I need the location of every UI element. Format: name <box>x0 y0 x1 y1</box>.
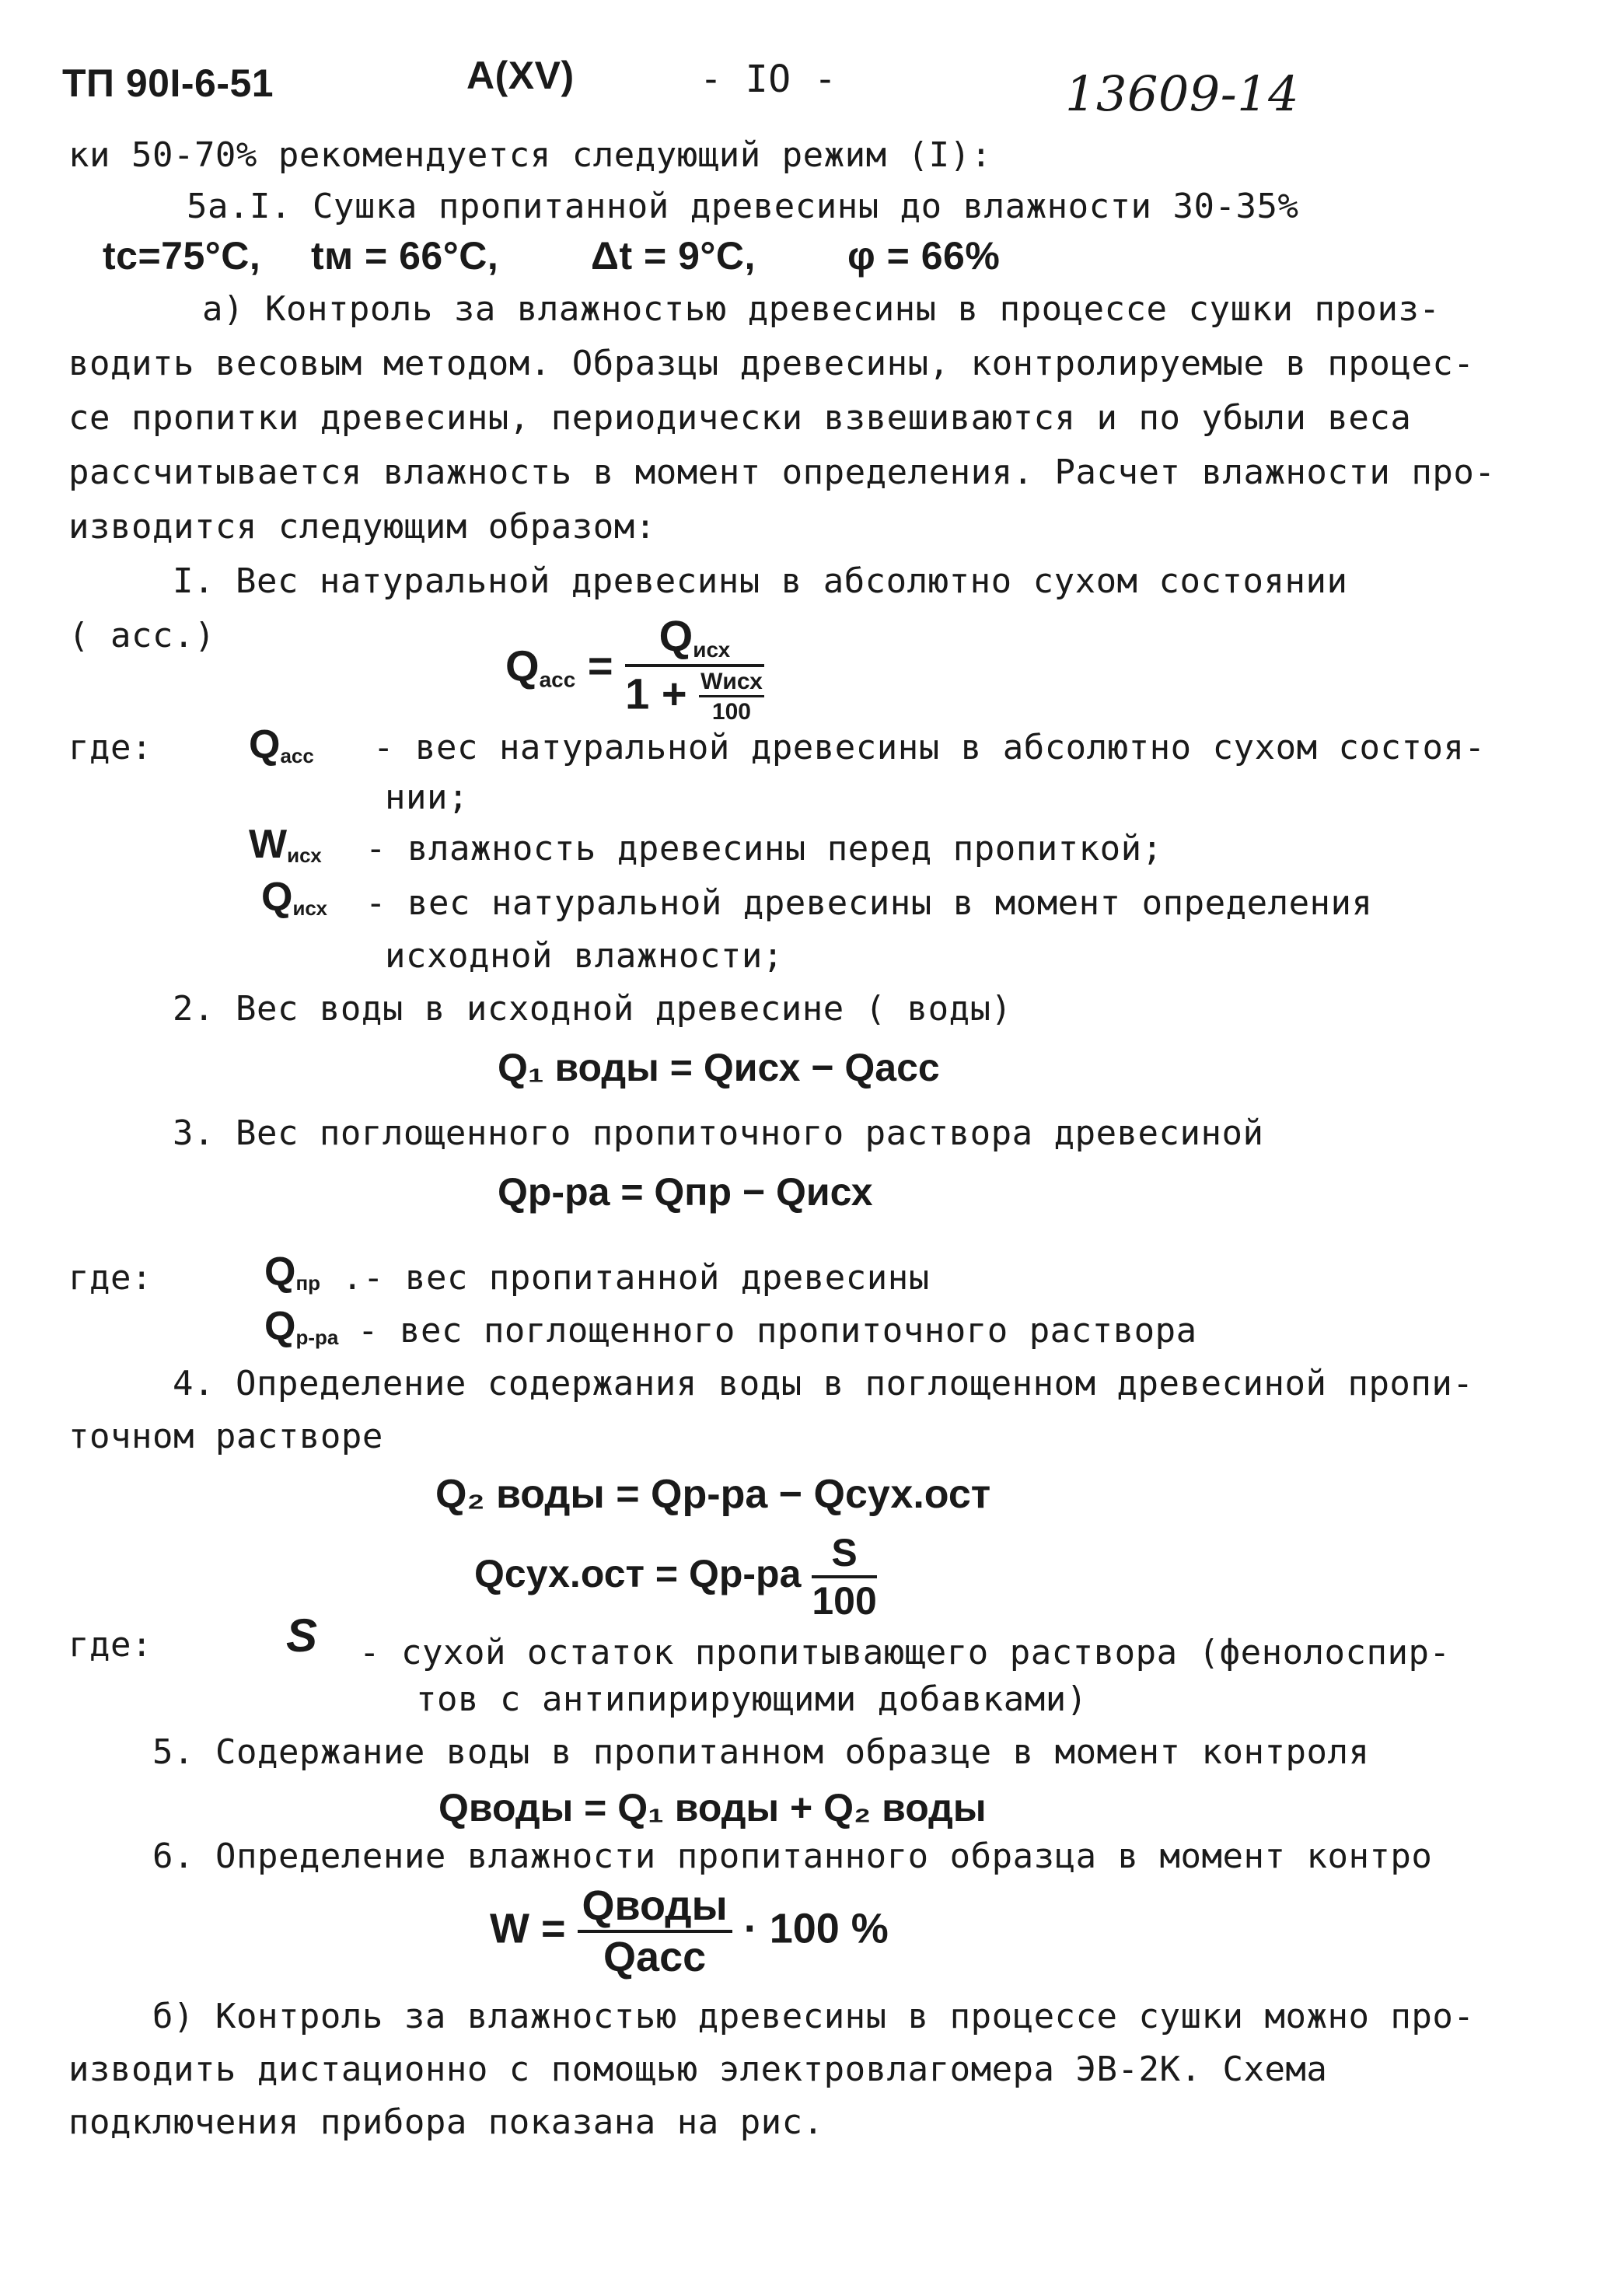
def-symbol: $Q_{пр}$ <box>264 1249 321 1295</box>
def-text: - вес натуральной древесины в абсолютно сухом состоя- <box>373 728 1486 767</box>
formula-qvody: Qводы = Q₁ воды + Q₂ воды <box>438 1786 987 1829</box>
text-line: точном растворе <box>68 1417 383 1456</box>
formula-qrra: Qр-ра = Qпр − Qисх <box>498 1170 873 1214</box>
list-item-6: 6. Определение влажности пропитанного образца в момент контро <box>152 1836 1433 1876</box>
formula-q2voda: Q₂ воды = Qр-ра − Qсух.ост <box>435 1472 991 1517</box>
text-line: рассчитывается влажность в момент определения. Расчет влажности про- <box>68 453 1496 492</box>
text-line: б) Контроль за влажностью древесины в процессе сушки можно про- <box>152 1997 1475 2036</box>
def-text: .- вес пропитанной древесины <box>342 1258 930 1298</box>
text-line: ( асс.) <box>68 616 215 655</box>
text-line: изводить дистационно с помощью электровлагомера ЭВ-2К. Схема <box>68 2050 1328 2089</box>
list-item-5: 5. Содержание воды в пропитанном образце в момент контроля <box>152 1732 1370 1772</box>
def-text: - вес поглощенного пропиточного раствора <box>358 1311 1197 1351</box>
formula-w: W = $\frac{\text{Qводы}}{\text{Qасс}}$ · 100 % <box>490 1882 889 1980</box>
text-line: водить весовым методом. Образцы древесины, контролируемые в процес- <box>68 344 1475 383</box>
where-label: где: <box>68 1625 152 1665</box>
sheet-mark: А(XV) <box>466 54 575 97</box>
list-item-4: 4. Определение содержания воды в поглощенном древесиной пропи- <box>173 1364 1474 1403</box>
param-dt: Δt = 9°С, <box>591 234 756 278</box>
param-tm: tм = 66°С, <box>311 234 499 278</box>
def-text: - вес натуральной древесины в момент определения <box>365 883 1373 923</box>
where-label: где: <box>68 728 152 767</box>
page-number: - IO - <box>700 58 837 101</box>
handwritten-number: 13609-14 <box>1065 65 1300 122</box>
formula-qsuxost: Qсух.ост = Qр-ра $\frac{S}{100}$ <box>474 1531 877 1623</box>
list-item-1: I. Вес натуральной древесины в абсолютно сухом состоянии <box>173 561 1348 601</box>
def-symbol: $W_{исх}$ <box>249 822 322 867</box>
text-line: изводится следующим образом: <box>68 507 656 547</box>
formula-qacc: $Q_{асс}$ = $Q_{исх}$ 1 + $\frac{\text{Wисх}}{100}$ <box>505 611 763 725</box>
def-symbol: $Q_{исх}$ <box>261 875 328 920</box>
def-symbol: $Q_{р-ра}$ <box>264 1304 339 1349</box>
def-text: - сухой остаток пропитывающего раствора (фенолоспир- <box>359 1633 1451 1672</box>
param-phi: φ = 66% <box>847 234 1001 278</box>
text-line: а) Контроль за влажностью древесины в процессе сушки произ- <box>202 289 1441 329</box>
param-tc: tс=75°С, <box>103 234 261 278</box>
def-symbol: S <box>286 1609 318 1662</box>
def-text: исходной влажности; <box>385 936 784 976</box>
list-item-3: 3. Вес поглощенного пропиточного раствора древесиной <box>173 1113 1264 1153</box>
def-text: - влажность древесины перед пропиткой; <box>365 829 1163 868</box>
where-label: где: <box>68 1258 152 1298</box>
section-heading: 5а.I. Сушка пропитанной древесины до влажности 30-35% <box>187 187 1299 226</box>
def-text: тов с антипирирующими добавками) <box>416 1679 1088 1719</box>
def-symbol: $Q_{асс}$ <box>249 722 314 767</box>
text-line: ки 50-70% рекомендуется следующий режим (I): <box>68 135 992 175</box>
def-text: нии; <box>385 778 469 817</box>
doc-code: ТП 90I-6-51 <box>62 61 274 105</box>
formula-q1voda: Q₁ воды = Qисх − Qасс <box>498 1046 940 1089</box>
text-line: подключения прибора показана на рис. <box>68 2102 824 2142</box>
text-line: се пропитки древесины, периодически взвешиваются и по убыли веса <box>68 398 1412 438</box>
list-item-2: 2. Вес воды в исходной древесине ( воды) <box>173 989 1012 1029</box>
